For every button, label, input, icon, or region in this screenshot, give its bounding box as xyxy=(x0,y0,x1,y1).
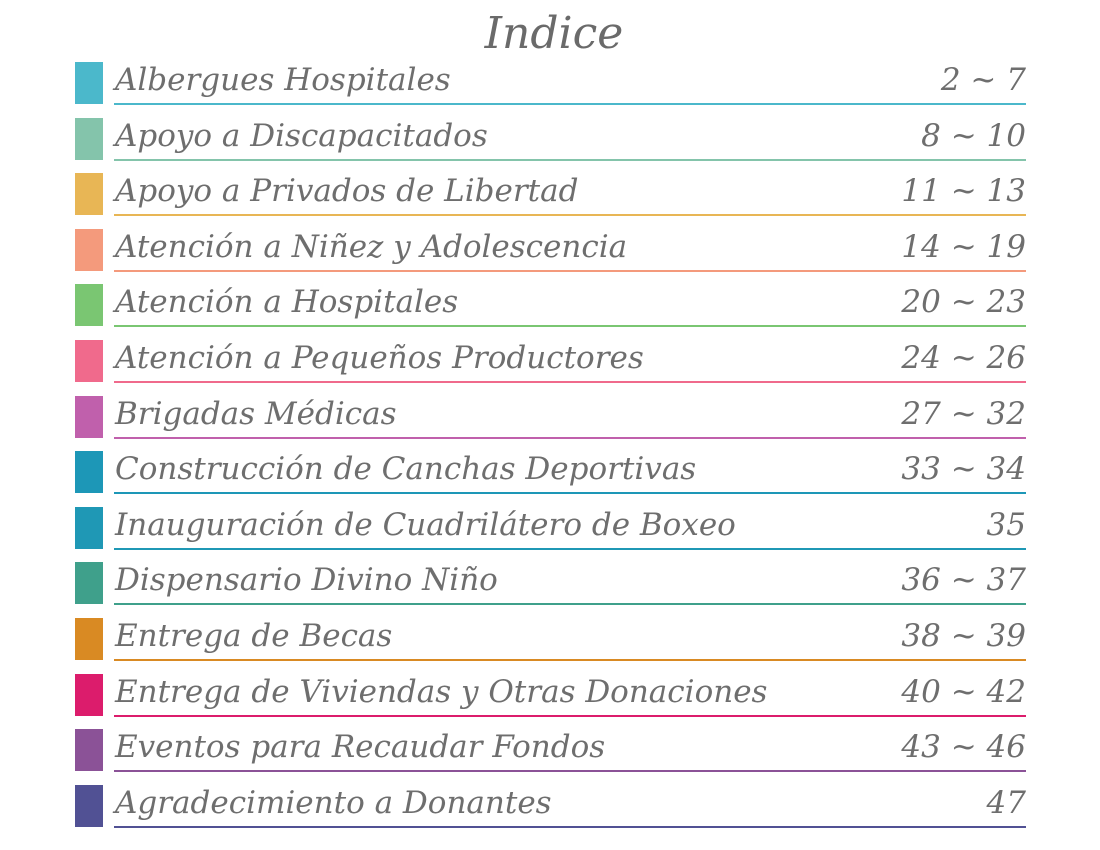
color-swatch xyxy=(75,562,103,604)
color-swatch xyxy=(75,396,103,438)
toc-entry[interactable] xyxy=(0,719,1100,775)
toc-entry[interactable] xyxy=(0,386,1100,442)
color-swatch xyxy=(75,674,103,716)
toc-entry-pages: 40 ~ 42 xyxy=(901,673,1026,710)
entry-underline xyxy=(114,492,1026,494)
color-swatch xyxy=(75,729,103,771)
entry-underline xyxy=(114,325,1026,327)
toc-entry-pages: 36 ~ 37 xyxy=(901,562,1026,599)
toc-entry-title: Atención a Hospitales xyxy=(115,284,459,321)
toc-entry-title: Eventos para Recaudar Fondos xyxy=(115,729,606,766)
toc-entry-pages: 47 xyxy=(986,784,1026,821)
color-swatch xyxy=(75,229,103,271)
entry-underline xyxy=(114,770,1026,772)
toc-entry[interactable] xyxy=(0,219,1100,275)
toc-entry[interactable] xyxy=(0,163,1100,219)
toc-entry-title: Entrega de Becas xyxy=(115,617,393,654)
color-swatch xyxy=(75,618,103,660)
toc-entry[interactable] xyxy=(0,497,1100,553)
toc-entry-title: Dispensario Divino Niño xyxy=(115,562,498,599)
entry-underline xyxy=(114,826,1026,828)
color-swatch xyxy=(75,173,103,215)
entry-underline xyxy=(114,214,1026,216)
toc-entry-pages: 11 ~ 13 xyxy=(901,173,1026,210)
toc-entry-pages: 33 ~ 34 xyxy=(901,451,1026,488)
entry-underline xyxy=(114,659,1026,661)
toc-entry[interactable] xyxy=(0,664,1100,720)
toc-entry-title: Inauguración de Cuadrilátero de Boxeo xyxy=(115,506,736,543)
toc-entry-pages: 35 xyxy=(986,506,1026,543)
color-swatch xyxy=(75,118,103,160)
toc-entry-title: Agradecimiento a Donantes xyxy=(115,784,552,821)
toc-entry-pages: 43 ~ 46 xyxy=(901,729,1026,766)
table-of-contents xyxy=(0,52,1100,830)
toc-entry-pages: 14 ~ 19 xyxy=(901,228,1026,265)
toc-entry-title: Albergues Hospitales xyxy=(115,62,451,98)
toc-entry-pages: 27 ~ 32 xyxy=(901,395,1026,432)
entry-underline xyxy=(114,381,1026,383)
toc-entry[interactable] xyxy=(0,274,1100,330)
entry-underline xyxy=(114,103,1026,105)
entry-underline xyxy=(114,437,1026,439)
entry-underline xyxy=(114,270,1026,272)
color-swatch xyxy=(75,284,103,326)
entry-underline xyxy=(114,715,1026,717)
toc-entry[interactable] xyxy=(0,108,1100,164)
toc-entry[interactable] xyxy=(0,608,1100,664)
toc-entry-title: Construcción de Canchas Deportivas xyxy=(115,451,697,488)
toc-entry-title: Apoyo a Privados de Libertad xyxy=(115,173,579,210)
color-swatch xyxy=(75,340,103,382)
entry-underline xyxy=(114,548,1026,550)
entry-underline xyxy=(114,159,1026,161)
color-swatch xyxy=(75,62,103,104)
toc-entry-title: Atención a Pequeños Productores xyxy=(115,339,644,376)
toc-entry-pages: 20 ~ 23 xyxy=(901,284,1026,321)
toc-entry-pages: 8 ~ 10 xyxy=(921,117,1026,154)
toc-entry-pages: 2 ~ 7 xyxy=(940,62,1026,98)
toc-entry-title: Atención a Niñez y Adolescencia xyxy=(115,228,628,265)
toc-entry[interactable] xyxy=(0,52,1100,108)
toc-entry-title: Entrega de Viviendas y Otras Donaciones xyxy=(115,673,768,710)
color-swatch xyxy=(75,507,103,549)
page-title: Indice xyxy=(484,8,624,59)
color-swatch xyxy=(75,785,103,827)
toc-entry-title: Apoyo a Discapacitados xyxy=(115,117,488,154)
toc-entry[interactable] xyxy=(0,775,1100,831)
entry-underline xyxy=(114,603,1026,605)
toc-entry[interactable] xyxy=(0,441,1100,497)
toc-entry-pages: 38 ~ 39 xyxy=(901,617,1026,654)
toc-entry[interactable] xyxy=(0,330,1100,386)
color-swatch xyxy=(75,451,103,493)
toc-entry[interactable] xyxy=(0,552,1100,608)
toc-entry-title: Brigadas Médicas xyxy=(115,395,397,432)
toc-entry-pages: 24 ~ 26 xyxy=(901,339,1026,376)
